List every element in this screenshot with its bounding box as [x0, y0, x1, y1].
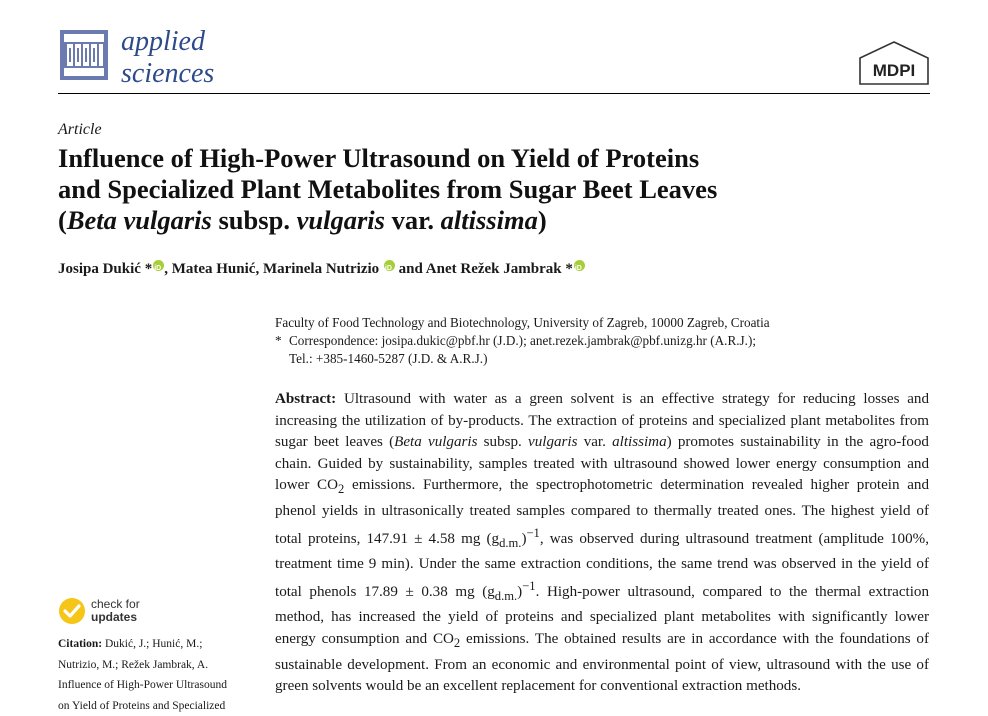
citation-label: Citation:	[58, 638, 103, 650]
abstract-species: vulgaris	[528, 434, 578, 451]
subscript: 2	[453, 636, 461, 651]
journal-name-line1: applied	[121, 26, 205, 57]
title-vulgaris: vulgaris	[296, 205, 385, 235]
citation-line	[58, 634, 258, 655]
check-updates-line2[interactable]: updates	[91, 610, 138, 624]
article-type: Article	[58, 121, 102, 138]
author-dukic[interactable]: Josipa Dukić *	[58, 261, 153, 277]
telephone-line	[275, 350, 935, 368]
citation-line: on Yield of Proteins and Specialized	[58, 699, 226, 712]
correspondence-star: *	[275, 333, 282, 348]
superscript: −1	[522, 578, 536, 593]
mdpi-logo-icon	[858, 40, 930, 86]
title-var: var.	[384, 205, 441, 235]
orcid-icon[interactable]	[384, 260, 395, 271]
title-subsp: subsp.	[211, 205, 297, 235]
abstract-text: . High-power ultrasound, compared to the thermal extraction method, has increased the yield of proteins and specialized plant metabolites with significantly lower energy consumption and CO	[275, 583, 929, 648]
check-updates-icon[interactable]	[58, 597, 86, 625]
abstract-text: var.	[577, 434, 613, 451]
subscript: d.m.	[494, 588, 518, 603]
journal-logo-icon	[60, 30, 108, 80]
title-line-3	[58, 205, 938, 236]
abstract-label: Abstract:	[275, 391, 337, 407]
superscript: −1	[526, 525, 540, 540]
publisher-name: MDPI	[872, 61, 916, 80]
abstract-text: , was observed during ultrasound treatment (amplitude 100%, treatment time 9 min). Under the same extraction conditions, the same trend was observed in the yield of total phenols 17.89 ± 0.38 mg (g	[275, 530, 929, 600]
authors-middle: , Matea Hunić, Marinela Nutrizio	[164, 261, 383, 277]
abstract-text: )	[521, 530, 527, 547]
title-species: Beta vulgaris	[66, 205, 212, 235]
article-title	[58, 143, 938, 236]
abstract-text: ) promotes sustainability in the agro-food chain. Guided by sustainability, samples treated with ultrasound showed lower energy consumption and lower CO	[275, 434, 929, 494]
authors-end: and Anet Režek Jambrak *	[394, 261, 573, 277]
title-line-1: Influence of High-Power Ultrasound on Yield of Proteins	[58, 143, 700, 173]
orcid-icon[interactable]	[153, 260, 164, 271]
correspondence-line	[275, 332, 935, 350]
abstract-text: emissions. Furthermore, the spectrophotometric determination revealed higher protein and phenol yields in ultrasonically treated samples compared to thermally treated ones. The highest yield of total proteins, 147.91 ± 4.58 mg (g	[275, 477, 930, 547]
abstract-species: Beta vulgaris	[394, 434, 478, 451]
title-line-2: and Specialized Plant Metabolites from Sugar Beet Leaves	[58, 174, 718, 204]
citation-line: Nutrizio, M.; Režek Jambrak, A.	[58, 658, 209, 671]
telephone-text: Tel.: +385-1460-5287 (J.D. & A.R.J.)	[289, 351, 488, 366]
abstract-text: )	[517, 583, 523, 600]
title-altissima: altissima	[440, 205, 538, 235]
affiliation-block	[275, 314, 935, 368]
subscript: d.m.	[499, 535, 522, 550]
author-list	[58, 259, 585, 279]
title-paren-close: )	[537, 205, 547, 235]
abstract	[275, 389, 929, 698]
correspondence-emails[interactable]: Correspondence: josipa.dukic@pbf.hr (J.D.); anet.rezek.jambrak@pbf.unizg.hr (A.R.J.);	[289, 333, 757, 348]
abstract-text: subsp.	[477, 434, 529, 451]
title-paren-open: (	[58, 205, 67, 235]
header-divider	[58, 93, 930, 94]
journal-name	[121, 26, 214, 90]
orcid-icon[interactable]	[574, 260, 585, 271]
citation-line: Influence of High-Power Ultrasound	[58, 679, 227, 692]
abstract-text: emissions. The obtained results are in accordance with the foundations of sustainable development. From an economic and environmental point of view, ultrasound with the use of green solvents would be an excellent replacement for conventional extraction methods.	[275, 631, 929, 695]
abstract-species: altissima	[612, 434, 667, 451]
abstract-text: Ultrasound with water as a green solvent is an effective strategy for reducing losses and increasing the utilization of by-products. The extraction of proteins and specialized plant metabolites from sugar beet leaves (	[275, 391, 929, 451]
citation-text: Dukić, J.; Hunić, M.;	[102, 638, 203, 650]
subscript: 2	[338, 482, 345, 497]
journal-name-line2: sciences	[121, 58, 215, 89]
citation-block	[58, 634, 258, 716]
affiliation-line: Faculty of Food Technology and Biotechnology, University of Zagreb, 10000 Zagreb, Croatia	[275, 315, 770, 330]
check-updates-line1[interactable]: check for	[91, 597, 140, 611]
